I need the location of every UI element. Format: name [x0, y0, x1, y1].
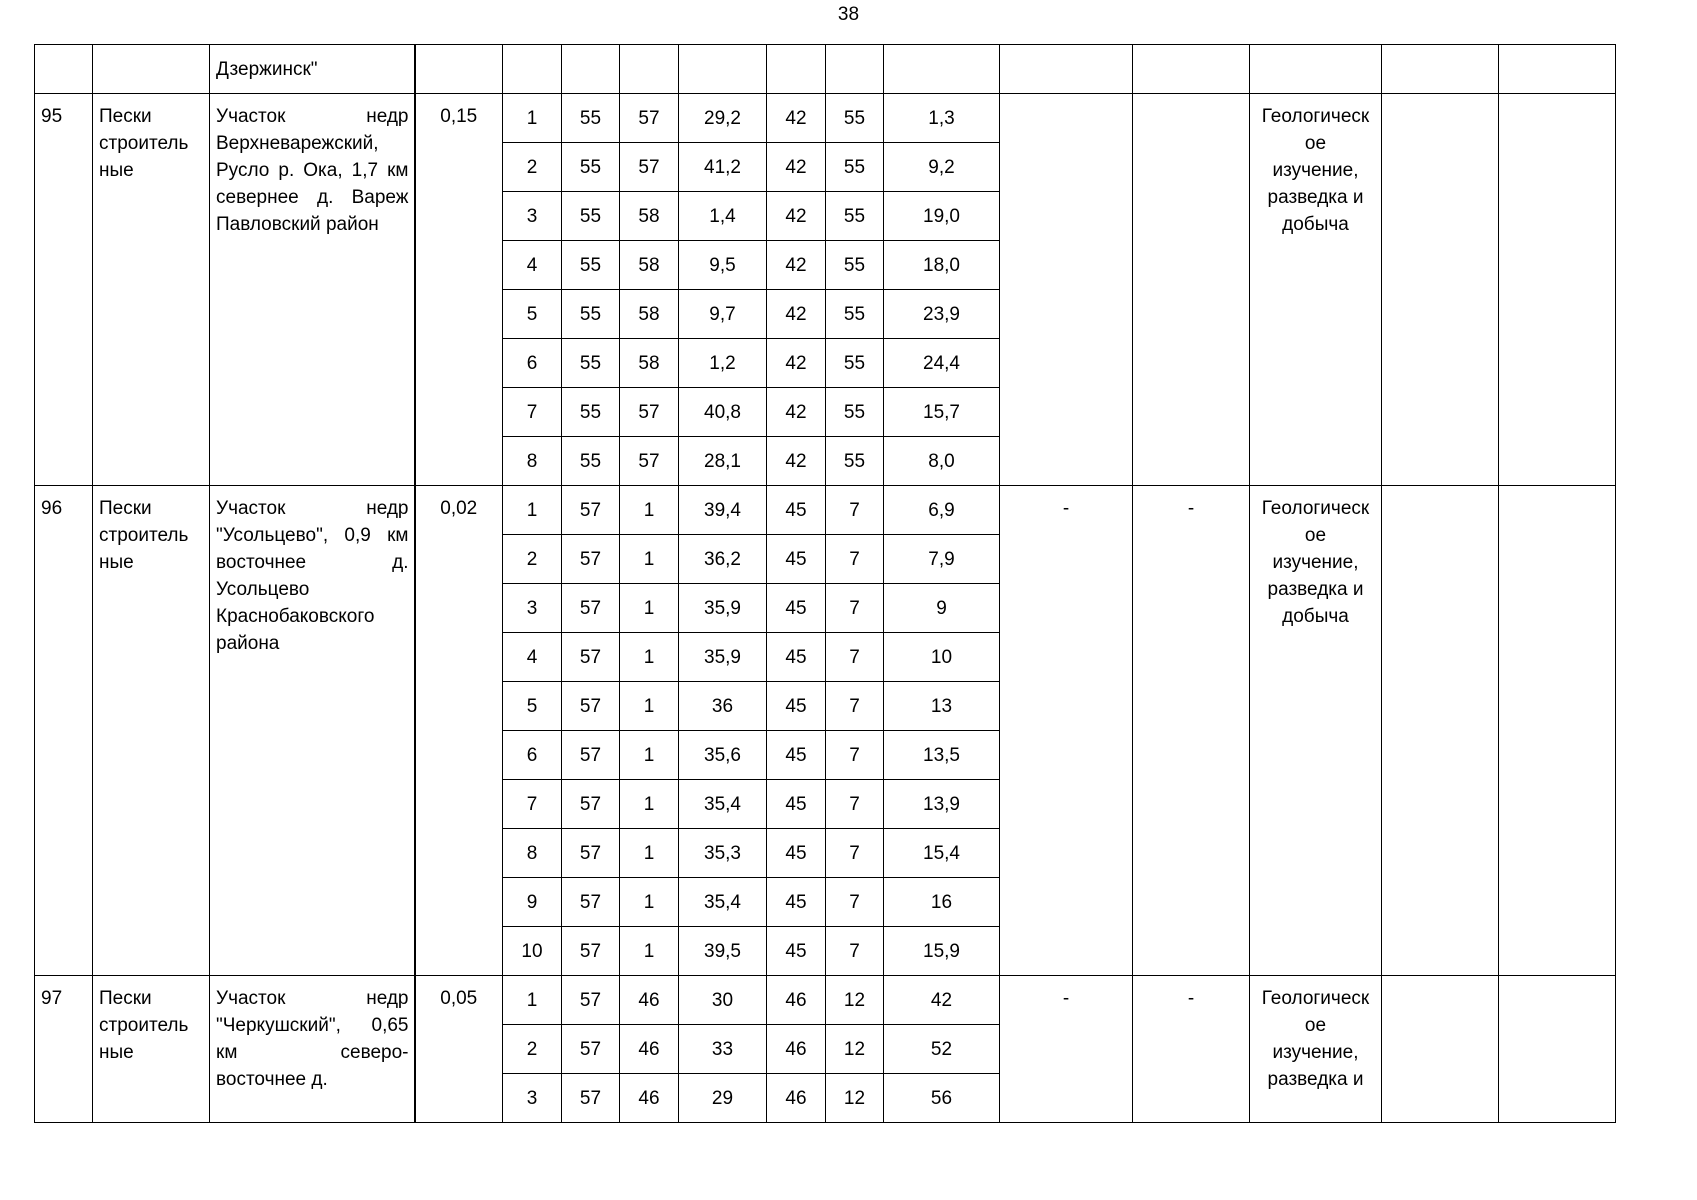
lat-minutes: 1	[620, 535, 679, 584]
point-number: 2	[503, 535, 562, 584]
lat-seconds: 35,3	[679, 829, 767, 878]
lon-degrees: 42	[767, 192, 826, 241]
text-line: разведка и	[1267, 579, 1364, 600]
site-area: 0,05	[415, 976, 503, 1123]
lat-seconds: 39,4	[679, 486, 767, 535]
cell-empty	[767, 45, 826, 94]
text-line: Участок недр	[216, 106, 409, 127]
lon-minutes: 7	[826, 486, 884, 535]
cell-empty	[1133, 45, 1250, 94]
cell-empty	[1382, 486, 1499, 976]
lat-degrees: 57	[562, 1074, 620, 1123]
lat-seconds: 35,9	[679, 633, 767, 682]
lon-minutes: 12	[826, 1025, 884, 1074]
text-line: восточнее д.	[216, 1069, 328, 1090]
lat-minutes: 58	[620, 241, 679, 290]
text-line: "Черкушский", 0,65	[216, 1015, 409, 1036]
text-line: Усольцево	[216, 579, 310, 600]
mineral-type	[93, 94, 210, 486]
lon-degrees: 45	[767, 584, 826, 633]
cell-empty	[503, 45, 562, 94]
lon-minutes: 55	[826, 143, 884, 192]
lon-minutes: 7	[826, 927, 884, 976]
point-number: 3	[503, 192, 562, 241]
lon-minutes: 7	[826, 878, 884, 927]
text-line: изучение,	[1272, 1042, 1359, 1063]
lon-minutes: 55	[826, 290, 884, 339]
lat-minutes: 1	[620, 780, 679, 829]
point-number: 1	[503, 94, 562, 143]
cell-empty	[1499, 45, 1616, 94]
lat-minutes: 1	[620, 731, 679, 780]
cell-empty	[415, 45, 503, 94]
lon-minutes: 55	[826, 192, 884, 241]
lat-seconds: 1,4	[679, 192, 767, 241]
point-number: 4	[503, 633, 562, 682]
text-line: Краснобаковского	[216, 606, 375, 627]
point-number: 1	[503, 976, 562, 1025]
lon-seconds: 15,4	[884, 829, 1000, 878]
lon-seconds: 10	[884, 633, 1000, 682]
lon-degrees: 45	[767, 878, 826, 927]
text-line: ое	[1304, 133, 1327, 154]
lon-seconds: 6,9	[884, 486, 1000, 535]
point-number: 6	[503, 339, 562, 388]
point-number: 8	[503, 437, 562, 486]
point-number: 6	[503, 731, 562, 780]
lat-degrees: 57	[562, 927, 620, 976]
point-number: 2	[503, 143, 562, 192]
cell-empty	[1499, 976, 1616, 1123]
site-number: 95	[35, 94, 93, 486]
lon-seconds: 15,7	[884, 388, 1000, 437]
table-row	[35, 486, 1616, 535]
site-number: 96	[35, 486, 93, 976]
mineral-type	[93, 486, 210, 976]
lon-minutes: 12	[826, 976, 884, 1025]
text-line: восточнее д.	[216, 552, 409, 573]
lon-degrees: 42	[767, 437, 826, 486]
text-line: изучение,	[1272, 552, 1359, 573]
lat-degrees: 57	[562, 584, 620, 633]
lat-minutes: 1	[620, 927, 679, 976]
cell-empty	[620, 45, 679, 94]
lat-degrees: 57	[562, 731, 620, 780]
lon-seconds: 42	[884, 976, 1000, 1025]
text-line: добыча	[1282, 606, 1349, 627]
site-area: 0,15	[415, 94, 503, 486]
lat-seconds: 41,2	[679, 143, 767, 192]
lat-degrees: 55	[562, 388, 620, 437]
lon-seconds: 15,9	[884, 927, 1000, 976]
point-number: 1	[503, 486, 562, 535]
lon-seconds: 9,2	[884, 143, 1000, 192]
point-number: 5	[503, 290, 562, 339]
lon-degrees: 45	[767, 780, 826, 829]
text-line: севернее д. Вареж	[216, 187, 409, 208]
lat-degrees: 57	[562, 1025, 620, 1074]
lon-degrees: 46	[767, 976, 826, 1025]
lat-degrees: 57	[562, 682, 620, 731]
lat-seconds: 28,1	[679, 437, 767, 486]
cell-empty	[679, 45, 767, 94]
lon-degrees: 42	[767, 388, 826, 437]
text-line: строитель	[99, 1015, 189, 1036]
subsoil-sites-table	[34, 44, 1616, 1123]
lat-minutes: 1	[620, 633, 679, 682]
lat-seconds: 35,6	[679, 731, 767, 780]
cell-empty	[35, 45, 93, 94]
lon-seconds: 18,0	[884, 241, 1000, 290]
cell-empty	[1000, 45, 1133, 94]
usage-purpose	[1250, 976, 1382, 1123]
lat-minutes: 57	[620, 143, 679, 192]
lat-degrees: 57	[562, 780, 620, 829]
site-area: 0,02	[415, 486, 503, 976]
text-line: ое	[1304, 1015, 1327, 1036]
point-number: 3	[503, 584, 562, 633]
point-number: 2	[503, 1025, 562, 1074]
site-description	[210, 976, 415, 1123]
col-b-value: -	[1133, 486, 1250, 976]
lon-minutes: 55	[826, 437, 884, 486]
col-a-value: -	[1000, 976, 1133, 1123]
text-line: Верхневарежский,	[216, 133, 379, 154]
site-description	[210, 94, 415, 486]
cell-empty	[93, 45, 210, 94]
cell-empty	[562, 45, 620, 94]
text-line: Геологическ	[1261, 498, 1370, 519]
cell-empty	[1499, 486, 1616, 976]
lon-seconds: 13,9	[884, 780, 1000, 829]
lat-seconds: 40,8	[679, 388, 767, 437]
point-number: 5	[503, 682, 562, 731]
lon-seconds: 16	[884, 878, 1000, 927]
point-number: 9	[503, 878, 562, 927]
lon-minutes: 7	[826, 780, 884, 829]
text-line: района	[216, 633, 280, 654]
lat-degrees: 55	[562, 192, 620, 241]
lat-degrees: 55	[562, 290, 620, 339]
lon-seconds: 7,9	[884, 535, 1000, 584]
col-b-value: -	[1133, 976, 1250, 1123]
text-line: "Усольцево", 0,9 км	[216, 525, 409, 546]
point-number: 10	[503, 927, 562, 976]
cell-empty	[1499, 94, 1616, 486]
text-line: строитель	[99, 525, 189, 546]
lon-minutes: 7	[826, 682, 884, 731]
lon-seconds: 1,3	[884, 94, 1000, 143]
page-number: 38	[837, 4, 860, 25]
cell-empty	[1250, 45, 1382, 94]
text-line: ные	[99, 160, 134, 181]
lon-degrees: 42	[767, 290, 826, 339]
lat-minutes: 46	[620, 1074, 679, 1123]
lon-seconds: 13,5	[884, 731, 1000, 780]
lon-seconds: 19,0	[884, 192, 1000, 241]
lon-seconds: 9	[884, 584, 1000, 633]
lon-minutes: 7	[826, 584, 884, 633]
lon-seconds: 24,4	[884, 339, 1000, 388]
text-line: ое	[1304, 525, 1327, 546]
lon-degrees: 45	[767, 682, 826, 731]
text-line: Пески	[99, 988, 152, 1009]
lat-seconds: 36,2	[679, 535, 767, 584]
site-number: 97	[35, 976, 93, 1123]
lon-degrees: 45	[767, 535, 826, 584]
lat-seconds: 29,2	[679, 94, 767, 143]
lat-seconds: 36	[679, 682, 767, 731]
lat-seconds: 35,4	[679, 878, 767, 927]
lon-degrees: 45	[767, 731, 826, 780]
lat-degrees: 57	[562, 486, 620, 535]
lon-degrees: 46	[767, 1074, 826, 1123]
lon-minutes: 7	[826, 829, 884, 878]
lon-minutes: 7	[826, 731, 884, 780]
lon-degrees: 45	[767, 927, 826, 976]
lon-degrees: 42	[767, 94, 826, 143]
text-line: Пески	[99, 106, 152, 127]
lat-minutes: 1	[620, 682, 679, 731]
table-body	[35, 45, 1616, 1123]
point-number: 8	[503, 829, 562, 878]
lat-minutes: 58	[620, 290, 679, 339]
lat-degrees: 55	[562, 143, 620, 192]
text-line: км северо-	[216, 1042, 409, 1063]
text-line: Геологическ	[1261, 988, 1370, 1009]
point-number: 4	[503, 241, 562, 290]
table-row	[35, 94, 1616, 143]
mineral-type	[93, 976, 210, 1123]
lat-degrees: 55	[562, 339, 620, 388]
usage-purpose	[1250, 486, 1382, 976]
lat-degrees: 57	[562, 829, 620, 878]
point-number: 3	[503, 1074, 562, 1123]
lat-minutes: 1	[620, 584, 679, 633]
lon-seconds: 13	[884, 682, 1000, 731]
text-line: разведка и	[1267, 187, 1364, 208]
text-line: добыча	[1282, 214, 1349, 235]
text-line: Пески	[99, 498, 152, 519]
usage-purpose	[1250, 94, 1382, 486]
text-line: разведка и	[1267, 1069, 1364, 1090]
lat-seconds: 35,9	[679, 584, 767, 633]
point-number: 7	[503, 388, 562, 437]
lat-minutes: 58	[620, 339, 679, 388]
lat-degrees: 55	[562, 94, 620, 143]
point-number: 7	[503, 780, 562, 829]
lon-seconds: 23,9	[884, 290, 1000, 339]
lat-degrees: 55	[562, 241, 620, 290]
site-description	[210, 486, 415, 976]
site-description-continuation: Дзержинск"	[210, 45, 415, 94]
lat-degrees: 55	[562, 437, 620, 486]
cell-empty	[1382, 45, 1499, 94]
text-line: Геологическ	[1261, 106, 1370, 127]
lon-degrees: 42	[767, 241, 826, 290]
cell-empty	[1382, 94, 1499, 486]
col-a-value	[1000, 94, 1133, 486]
lat-degrees: 57	[562, 976, 620, 1025]
lon-minutes: 55	[826, 241, 884, 290]
lon-minutes: 12	[826, 1074, 884, 1123]
lon-degrees: 42	[767, 143, 826, 192]
cell-empty	[1382, 976, 1499, 1123]
lat-minutes: 1	[620, 829, 679, 878]
lat-minutes: 57	[620, 94, 679, 143]
text-line: Участок недр	[216, 498, 409, 519]
lon-degrees: 46	[767, 1025, 826, 1074]
lat-degrees: 57	[562, 535, 620, 584]
cell-empty	[884, 45, 1000, 94]
lat-seconds: 39,5	[679, 927, 767, 976]
lon-seconds: 52	[884, 1025, 1000, 1074]
lat-seconds: 29	[679, 1074, 767, 1123]
lon-minutes: 55	[826, 339, 884, 388]
lon-minutes: 7	[826, 633, 884, 682]
lat-minutes: 57	[620, 388, 679, 437]
table-row	[35, 976, 1616, 1025]
lon-minutes: 55	[826, 94, 884, 143]
lon-minutes: 55	[826, 388, 884, 437]
lon-degrees: 45	[767, 633, 826, 682]
lat-seconds: 9,5	[679, 241, 767, 290]
lat-minutes: 57	[620, 437, 679, 486]
col-b-value	[1133, 94, 1250, 486]
text-line: строитель	[99, 133, 189, 154]
lat-seconds: 30	[679, 976, 767, 1025]
lat-minutes: 1	[620, 878, 679, 927]
text-line: Русло р. Ока, 1,7 км	[216, 160, 409, 181]
lat-seconds: 35,4	[679, 780, 767, 829]
lon-seconds: 8,0	[884, 437, 1000, 486]
lon-minutes: 7	[826, 535, 884, 584]
lat-degrees: 57	[562, 878, 620, 927]
text-line: изучение,	[1272, 160, 1359, 181]
lat-minutes: 46	[620, 1025, 679, 1074]
lon-degrees: 45	[767, 829, 826, 878]
text-line: Павловский район	[216, 214, 379, 235]
col-a-value: -	[1000, 486, 1133, 976]
lat-minutes: 1	[620, 486, 679, 535]
lat-minutes: 46	[620, 976, 679, 1025]
text-line: ные	[99, 552, 134, 573]
lon-degrees: 42	[767, 339, 826, 388]
lat-seconds: 9,7	[679, 290, 767, 339]
lon-seconds: 56	[884, 1074, 1000, 1123]
lon-degrees: 45	[767, 486, 826, 535]
text-line: Участок недр	[216, 988, 409, 1009]
cell-empty	[826, 45, 884, 94]
lat-seconds: 33	[679, 1025, 767, 1074]
lat-seconds: 1,2	[679, 339, 767, 388]
lat-minutes: 58	[620, 192, 679, 241]
continuation-row	[35, 45, 1616, 94]
lat-degrees: 57	[562, 633, 620, 682]
text-line: ные	[99, 1042, 134, 1063]
